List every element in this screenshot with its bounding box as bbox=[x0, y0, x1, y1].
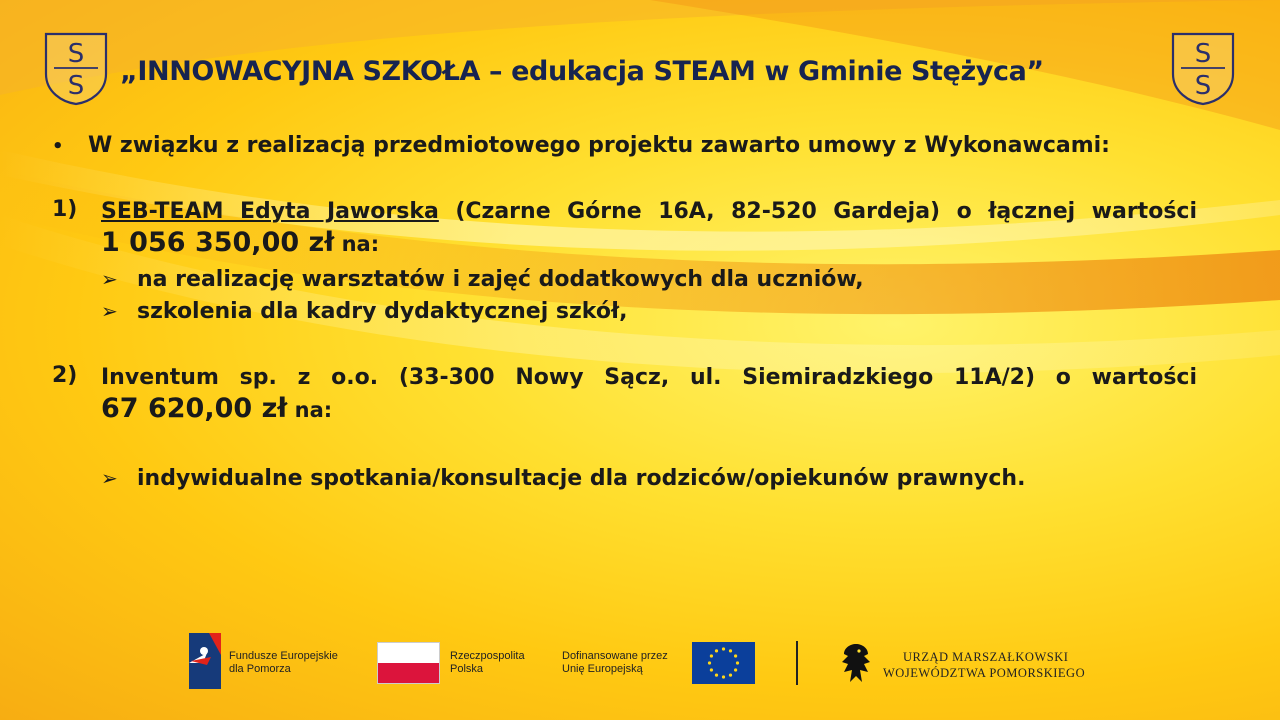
intro-text: W związku z realizacją przedmiotowego projektu zawarto umowy z Wykonawcami: bbox=[88, 133, 1110, 158]
list-item-text: na realizację warsztatów i zajęć dodatkowych dla uczniów, bbox=[137, 267, 864, 292]
contract-description bbox=[101, 363, 1197, 393]
griffin-icon bbox=[838, 640, 874, 686]
contract-description bbox=[101, 197, 1197, 227]
list-item-text: szkolenia dla kadry dydaktycznej szkół, bbox=[137, 299, 628, 324]
eu-logo-text bbox=[562, 650, 668, 676]
contract-suffix: na: bbox=[287, 398, 333, 422]
urzad-logo-line: WOJEWÓDZTWA POMORSKIEGO bbox=[883, 666, 1086, 680]
fe-logo-icon bbox=[189, 633, 221, 689]
eu-logo-line: Dofinansowane przez bbox=[562, 650, 668, 662]
intro-line bbox=[52, 133, 1110, 158]
contract-company: SEB-TEAM Edyta Jaworska bbox=[101, 199, 439, 224]
svg-text:S: S bbox=[1194, 71, 1212, 101]
contract-details: (Czarne Górne 16A, 82-520 Gardeja) o łącznej wartości bbox=[438, 199, 1197, 224]
urzad-logo-line: URZĄD MARSZAŁKOWSKI bbox=[903, 650, 1069, 664]
fe-logo-text bbox=[229, 650, 338, 676]
arrow-icon: ➢ bbox=[101, 466, 118, 490]
list-item bbox=[101, 267, 864, 292]
list-item bbox=[101, 299, 627, 324]
eu-flag-icon bbox=[692, 642, 755, 684]
contract-number: 1) bbox=[52, 197, 78, 222]
crest-icon bbox=[42, 30, 110, 106]
contract-amount-line bbox=[101, 227, 379, 258]
fe-logo-line: dla Pomorza bbox=[229, 663, 291, 675]
crest-icon bbox=[1169, 30, 1237, 106]
arrow-icon: ➢ bbox=[101, 267, 118, 291]
slide-title: „INNOWACYJNA SZKOŁA – edukacja STEAM w Gminie Stężyca” bbox=[120, 56, 1044, 87]
svg-text:S: S bbox=[67, 39, 85, 69]
arrow-icon: ➢ bbox=[101, 299, 118, 323]
footer-divider bbox=[796, 641, 798, 685]
contract-details: (33-300 Nowy Sącz, ul. Siemiradzkiego 11A/2) o wartości bbox=[378, 365, 1197, 390]
rp-logo-line: Polska bbox=[450, 663, 484, 675]
urzad-logo-text bbox=[883, 649, 1085, 681]
list-item-text: indywidualne spotkania/konsultacje dla rodziców/opiekunów prawnych. bbox=[137, 466, 1026, 491]
contract-amount: 1 056 350,00 zł bbox=[101, 227, 335, 258]
contract-number: 2) bbox=[52, 363, 78, 388]
eu-logo-line: Unię Europejską bbox=[562, 663, 643, 675]
contract-amount-line bbox=[101, 393, 332, 424]
contract-suffix: na: bbox=[334, 232, 380, 256]
contract-amount: 67 620,00 zł bbox=[101, 393, 288, 424]
fe-logo-line: Fundusze Europejskie bbox=[229, 650, 338, 662]
polish-flag-icon bbox=[377, 642, 440, 684]
rp-logo-text bbox=[450, 650, 525, 676]
bullet-icon: • bbox=[52, 136, 64, 157]
svg-text:S: S bbox=[1194, 39, 1212, 69]
rp-logo-line: Rzeczpospolita bbox=[450, 650, 525, 662]
svg-text:S: S bbox=[67, 71, 85, 101]
list-item bbox=[101, 466, 1025, 491]
contract-company: Inventum sp. z o.o. bbox=[101, 365, 379, 390]
